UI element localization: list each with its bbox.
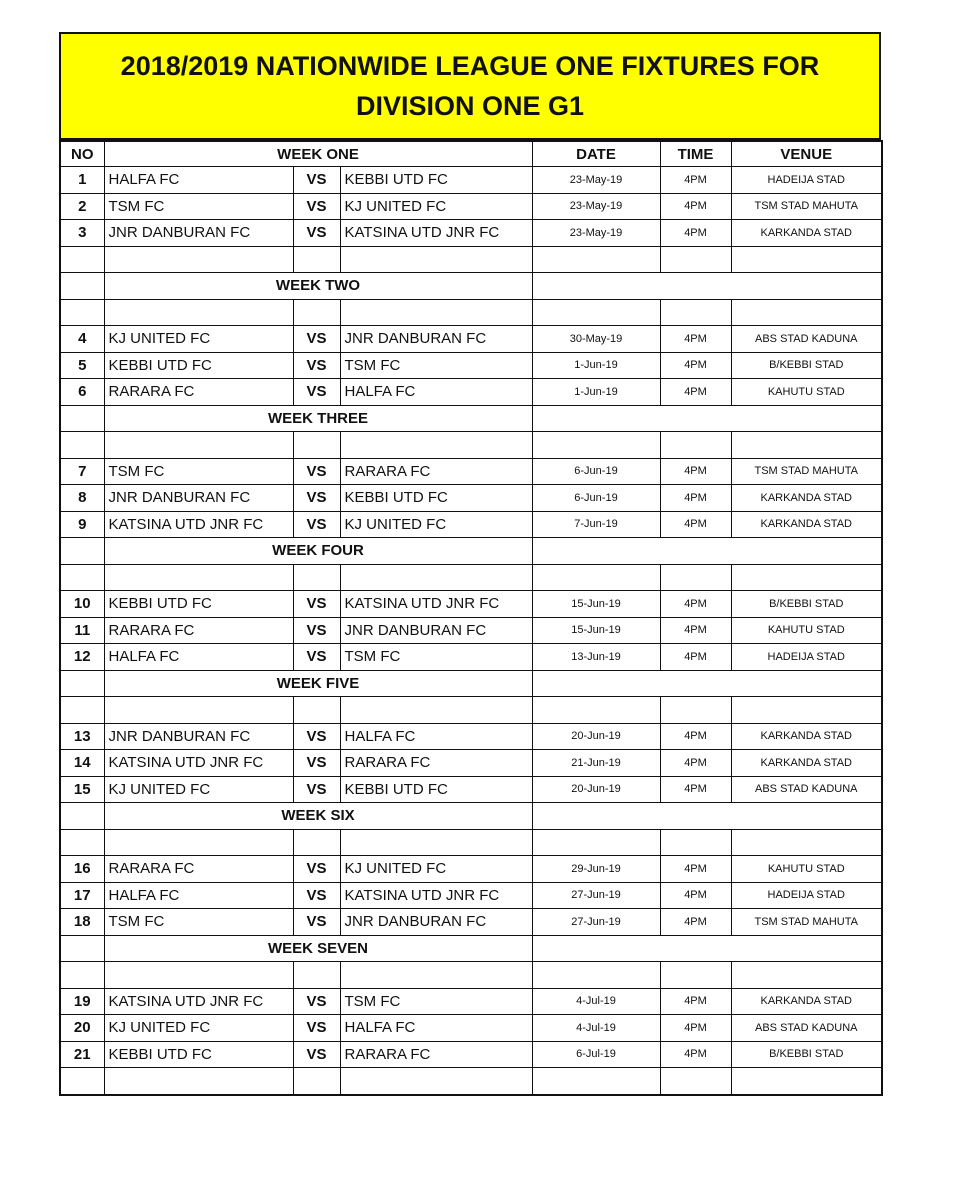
away-team: KJ UNITED FC [340, 511, 532, 538]
empty-row [60, 432, 882, 459]
fixture-date: 6-Jun-19 [532, 485, 660, 512]
vs-label: VS [293, 379, 340, 406]
fixture-time: 4PM [660, 458, 731, 485]
fixture-row [60, 1015, 882, 1042]
empty-cell [60, 829, 104, 856]
empty-cell [293, 829, 340, 856]
empty-cell [60, 432, 104, 459]
fixture-time: 4PM [660, 379, 731, 406]
header-date: DATE [532, 141, 660, 167]
fixture-date: 7-Jun-19 [532, 511, 660, 538]
vs-label: VS [293, 485, 340, 512]
fixture-row [60, 988, 882, 1015]
empty-cell [340, 697, 532, 724]
empty-cell [731, 1068, 882, 1095]
vs-label: VS [293, 591, 340, 618]
vs-label: VS [293, 644, 340, 671]
home-team: KEBBI UTD FC [104, 591, 293, 618]
fixture-venue: KARKANDA STAD [731, 485, 882, 512]
fixture-venue: HADEIJA STAD [731, 167, 882, 194]
fixture-row [60, 882, 882, 909]
home-team: KJ UNITED FC [104, 776, 293, 803]
empty-row [60, 697, 882, 724]
fixture-venue: B/KEBBI STAD [731, 591, 882, 618]
empty-cell [731, 299, 882, 326]
away-team: HALFA FC [340, 379, 532, 406]
away-team: HALFA FC [340, 723, 532, 750]
empty-cell [104, 432, 293, 459]
away-team: JNR DANBURAN FC [340, 326, 532, 353]
fixture-row [60, 485, 882, 512]
fixture-venue: TSM STAD MAHUTA [731, 909, 882, 936]
empty-cell [532, 935, 882, 962]
header-week: WEEK ONE [104, 141, 532, 167]
empty-cell [731, 246, 882, 273]
header-no: NO [60, 141, 104, 167]
away-team: KATSINA UTD JNR FC [340, 591, 532, 618]
fixture-number: 20 [60, 1015, 104, 1042]
fixture-date: 6-Jun-19 [532, 458, 660, 485]
away-team: RARARA FC [340, 750, 532, 777]
fixture-date: 15-Jun-19 [532, 591, 660, 618]
away-team: KJ UNITED FC [340, 193, 532, 220]
away-team: KJ UNITED FC [340, 856, 532, 883]
away-team: TSM FC [340, 352, 532, 379]
week-label: WEEK FIVE [104, 670, 532, 697]
empty-cell [532, 962, 660, 989]
empty-cell [60, 670, 104, 697]
vs-label: VS [293, 326, 340, 353]
away-team: JNR DANBURAN FC [340, 617, 532, 644]
vs-label: VS [293, 193, 340, 220]
empty-cell [60, 246, 104, 273]
week-header-row [60, 273, 882, 300]
fixture-venue: HADEIJA STAD [731, 882, 882, 909]
home-team: JNR DANBURAN FC [104, 485, 293, 512]
fixture-venue: ABS STAD KADUNA [731, 776, 882, 803]
vs-label: VS [293, 723, 340, 750]
fixture-row [60, 220, 882, 247]
empty-cell [340, 246, 532, 273]
fixture-number: 8 [60, 485, 104, 512]
fixture-row [60, 1041, 882, 1068]
fixture-time: 4PM [660, 591, 731, 618]
away-team: KEBBI UTD FC [340, 167, 532, 194]
home-team: KEBBI UTD FC [104, 1041, 293, 1068]
empty-cell [60, 299, 104, 326]
fixtures-sheet [59, 32, 881, 1096]
empty-cell [60, 405, 104, 432]
fixture-row [60, 193, 882, 220]
empty-cell [532, 803, 882, 830]
home-team: RARARA FC [104, 379, 293, 406]
empty-cell [731, 829, 882, 856]
empty-cell [60, 962, 104, 989]
fixture-time: 4PM [660, 909, 731, 936]
fixture-date: 15-Jun-19 [532, 617, 660, 644]
empty-cell [104, 246, 293, 273]
empty-row [60, 829, 882, 856]
title-line-2: DIVISION ONE G1 [355, 91, 585, 121]
empty-cell [340, 299, 532, 326]
header-time: TIME [660, 141, 731, 167]
empty-cell [532, 246, 660, 273]
empty-cell [60, 803, 104, 830]
fixture-number: 13 [60, 723, 104, 750]
week-header-row [60, 935, 882, 962]
fixture-venue: KARKANDA STAD [731, 220, 882, 247]
fixture-number: 11 [60, 617, 104, 644]
header-venue: VENUE [731, 141, 882, 167]
empty-cell [60, 564, 104, 591]
fixture-number: 4 [60, 326, 104, 353]
header-row [60, 141, 882, 167]
empty-cell [660, 299, 731, 326]
empty-cell [60, 697, 104, 724]
fixture-date: 23-May-19 [532, 193, 660, 220]
empty-cell [660, 246, 731, 273]
empty-cell [340, 564, 532, 591]
home-team: KJ UNITED FC [104, 326, 293, 353]
empty-cell [293, 697, 340, 724]
home-team: TSM FC [104, 193, 293, 220]
empty-cell [532, 697, 660, 724]
week-label: WEEK TWO [104, 273, 532, 300]
empty-cell [340, 1068, 532, 1095]
fixture-date: 29-Jun-19 [532, 856, 660, 883]
home-team: TSM FC [104, 458, 293, 485]
fixture-date: 1-Jun-19 [532, 352, 660, 379]
empty-cell [532, 538, 882, 565]
fixture-row [60, 909, 882, 936]
fixture-venue: KARKANDA STAD [731, 988, 882, 1015]
vs-label: VS [293, 776, 340, 803]
home-team: RARARA FC [104, 856, 293, 883]
fixture-venue: KARKANDA STAD [731, 511, 882, 538]
empty-cell [293, 432, 340, 459]
empty-cell [104, 962, 293, 989]
fixture-number: 14 [60, 750, 104, 777]
away-team: RARARA FC [340, 1041, 532, 1068]
empty-cell [532, 829, 660, 856]
fixture-time: 4PM [660, 326, 731, 353]
fixture-number: 21 [60, 1041, 104, 1068]
fixture-number: 17 [60, 882, 104, 909]
title-line-1: 2018/2019 NATIONWIDE LEAGUE ONE FIXTURES FOR [120, 51, 820, 81]
fixture-number: 12 [60, 644, 104, 671]
week-header-row [60, 803, 882, 830]
fixture-number: 16 [60, 856, 104, 883]
empty-cell [731, 432, 882, 459]
empty-row [60, 564, 882, 591]
fixture-row [60, 856, 882, 883]
empty-cell [532, 670, 882, 697]
fixture-time: 4PM [660, 220, 731, 247]
empty-cell [532, 1068, 660, 1095]
fixture-row [60, 617, 882, 644]
empty-row [60, 962, 882, 989]
fixture-number: 2 [60, 193, 104, 220]
empty-cell [731, 697, 882, 724]
home-team: TSM FC [104, 909, 293, 936]
fixture-time: 4PM [660, 882, 731, 909]
home-team: HALFA FC [104, 167, 293, 194]
empty-row [60, 299, 882, 326]
fixture-date: 4-Jul-19 [532, 1015, 660, 1042]
empty-cell [340, 829, 532, 856]
fixture-row [60, 723, 882, 750]
fixture-date: 23-May-19 [532, 220, 660, 247]
empty-cell [104, 1068, 293, 1095]
fixture-date: 20-Jun-19 [532, 776, 660, 803]
fixture-venue: TSM STAD MAHUTA [731, 193, 882, 220]
fixture-date: 1-Jun-19 [532, 379, 660, 406]
fixture-date: 30-May-19 [532, 326, 660, 353]
empty-cell [532, 564, 660, 591]
fixture-date: 27-Jun-19 [532, 909, 660, 936]
fixture-row [60, 644, 882, 671]
fixture-number: 19 [60, 988, 104, 1015]
away-team: JNR DANBURAN FC [340, 909, 532, 936]
fixture-venue: B/KEBBI STAD [731, 352, 882, 379]
empty-cell [660, 564, 731, 591]
fixture-venue: B/KEBBI STAD [731, 1041, 882, 1068]
empty-cell [660, 432, 731, 459]
empty-cell [731, 962, 882, 989]
empty-cell [660, 697, 731, 724]
fixture-row [60, 776, 882, 803]
empty-cell [104, 829, 293, 856]
fixture-time: 4PM [660, 193, 731, 220]
fixture-venue: KAHUTU STAD [731, 379, 882, 406]
fixture-time: 4PM [660, 856, 731, 883]
empty-cell [293, 962, 340, 989]
fixture-row [60, 352, 882, 379]
vs-label: VS [293, 988, 340, 1015]
fixture-time: 4PM [660, 644, 731, 671]
home-team: JNR DANBURAN FC [104, 220, 293, 247]
empty-cell [532, 299, 660, 326]
fixture-number: 7 [60, 458, 104, 485]
fixture-row [60, 167, 882, 194]
fixture-number: 10 [60, 591, 104, 618]
fixture-number: 5 [60, 352, 104, 379]
fixture-time: 4PM [660, 167, 731, 194]
fixture-number: 18 [60, 909, 104, 936]
fixture-time: 4PM [660, 617, 731, 644]
vs-label: VS [293, 167, 340, 194]
empty-cell [660, 829, 731, 856]
fixture-venue: KARKANDA STAD [731, 750, 882, 777]
vs-label: VS [293, 617, 340, 644]
fixture-time: 4PM [660, 750, 731, 777]
home-team: RARARA FC [104, 617, 293, 644]
fixture-row [60, 379, 882, 406]
fixture-venue: ABS STAD KADUNA [731, 1015, 882, 1042]
home-team: HALFA FC [104, 882, 293, 909]
fixture-time: 4PM [660, 1015, 731, 1042]
empty-cell [60, 935, 104, 962]
home-team: HALFA FC [104, 644, 293, 671]
empty-cell [293, 246, 340, 273]
empty-cell [104, 697, 293, 724]
home-team: KEBBI UTD FC [104, 352, 293, 379]
fixture-time: 4PM [660, 723, 731, 750]
fixture-venue: KAHUTU STAD [731, 856, 882, 883]
fixture-number: 9 [60, 511, 104, 538]
fixture-row [60, 750, 882, 777]
empty-cell [104, 564, 293, 591]
fixture-venue: KAHUTU STAD [731, 617, 882, 644]
away-team: KATSINA UTD JNR FC [340, 220, 532, 247]
fixture-number: 6 [60, 379, 104, 406]
empty-cell [293, 564, 340, 591]
vs-label: VS [293, 882, 340, 909]
week-header-row [60, 405, 882, 432]
away-team: RARARA FC [340, 458, 532, 485]
fixture-venue: HADEIJA STAD [731, 644, 882, 671]
week-label: WEEK FOUR [104, 538, 532, 565]
fixture-date: 21-Jun-19 [532, 750, 660, 777]
empty-cell [532, 432, 660, 459]
fixture-date: 23-May-19 [532, 167, 660, 194]
vs-label: VS [293, 750, 340, 777]
fixture-date: 4-Jul-19 [532, 988, 660, 1015]
week-header-row [60, 538, 882, 565]
empty-row [60, 1068, 882, 1095]
fixture-time: 4PM [660, 776, 731, 803]
empty-cell [104, 299, 293, 326]
fixtures-table [59, 140, 883, 1096]
vs-label: VS [293, 909, 340, 936]
empty-cell [731, 564, 882, 591]
fixture-row [60, 458, 882, 485]
fixture-number: 3 [60, 220, 104, 247]
away-team: KEBBI UTD FC [340, 485, 532, 512]
fixture-date: 20-Jun-19 [532, 723, 660, 750]
title-banner [59, 32, 881, 140]
fixture-time: 4PM [660, 511, 731, 538]
fixture-row [60, 326, 882, 353]
home-team: KATSINA UTD JNR FC [104, 750, 293, 777]
empty-cell [340, 432, 532, 459]
vs-label: VS [293, 1015, 340, 1042]
empty-cell [660, 962, 731, 989]
empty-row [60, 246, 882, 273]
fixture-venue: TSM STAD MAHUTA [731, 458, 882, 485]
week-header-row [60, 670, 882, 697]
fixture-date: 27-Jun-19 [532, 882, 660, 909]
vs-label: VS [293, 1041, 340, 1068]
fixture-time: 4PM [660, 988, 731, 1015]
fixture-number: 1 [60, 167, 104, 194]
vs-label: VS [293, 352, 340, 379]
fixture-time: 4PM [660, 485, 731, 512]
fixture-time: 4PM [660, 1041, 731, 1068]
fixture-time: 4PM [660, 352, 731, 379]
empty-cell [60, 273, 104, 300]
home-team: KATSINA UTD JNR FC [104, 988, 293, 1015]
vs-label: VS [293, 220, 340, 247]
fixture-venue: ABS STAD KADUNA [731, 326, 882, 353]
empty-cell [60, 538, 104, 565]
fixture-row [60, 511, 882, 538]
fixture-row [60, 591, 882, 618]
vs-label: VS [293, 856, 340, 883]
away-team: KEBBI UTD FC [340, 776, 532, 803]
away-team: TSM FC [340, 988, 532, 1015]
empty-cell [532, 273, 882, 300]
fixture-date: 13-Jun-19 [532, 644, 660, 671]
fixture-date: 6-Jul-19 [532, 1041, 660, 1068]
week-label: WEEK SEVEN [104, 935, 532, 962]
home-team: KATSINA UTD JNR FC [104, 511, 293, 538]
empty-cell [293, 299, 340, 326]
away-team: HALFA FC [340, 1015, 532, 1042]
home-team: JNR DANBURAN FC [104, 723, 293, 750]
vs-label: VS [293, 458, 340, 485]
week-label: WEEK THREE [104, 405, 532, 432]
week-label: WEEK SIX [104, 803, 532, 830]
empty-cell [532, 405, 882, 432]
fixture-venue: KARKANDA STAD [731, 723, 882, 750]
empty-cell [340, 962, 532, 989]
home-team: KJ UNITED FC [104, 1015, 293, 1042]
empty-cell [660, 1068, 731, 1095]
empty-cell [60, 1068, 104, 1095]
fixture-number: 15 [60, 776, 104, 803]
away-team: KATSINA UTD JNR FC [340, 882, 532, 909]
away-team: TSM FC [340, 644, 532, 671]
empty-cell [293, 1068, 340, 1095]
vs-label: VS [293, 511, 340, 538]
